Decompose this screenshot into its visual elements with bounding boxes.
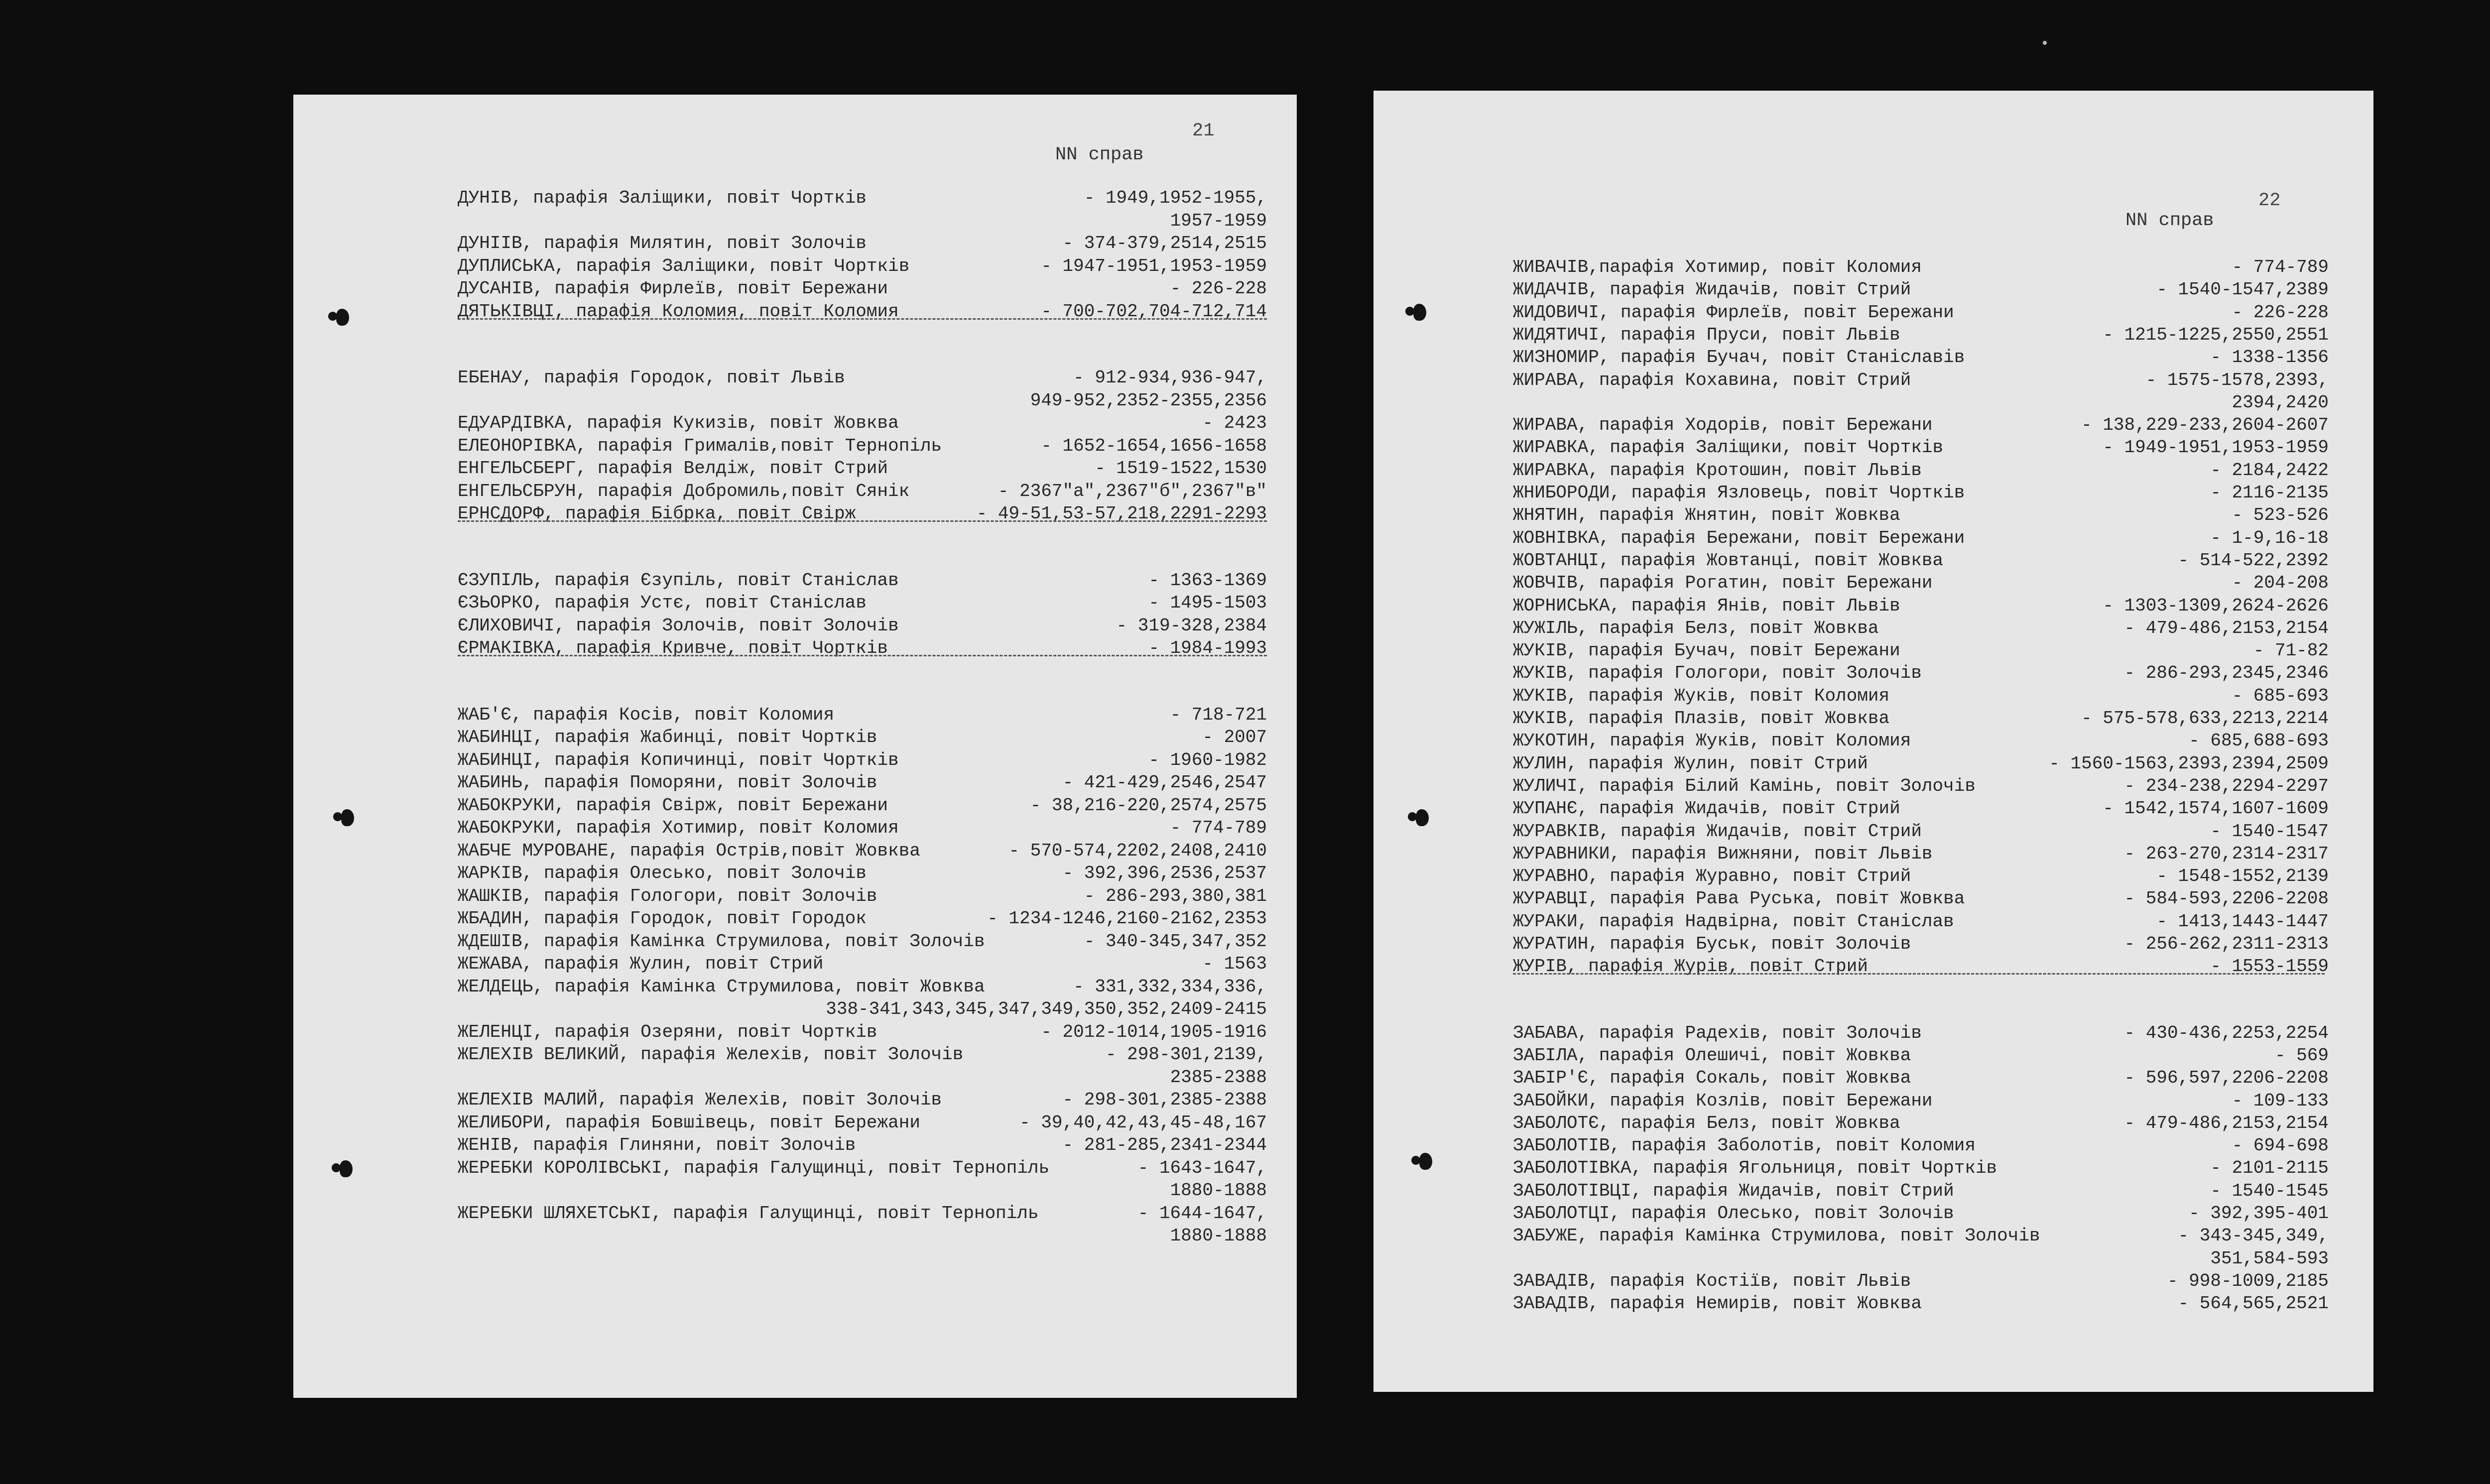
locality-name: ЖОВЧІВ, парафія Рогатин, повіт Бережани [1513,573,1933,594]
index-entry [1373,685,2373,708]
index-entry [1373,887,2373,910]
locality-name: ЗАВАДІВ, парафія Немирів, повіт Жовква [1513,1293,1922,1314]
locality-name: ЕНГЕЛЬСБРУН, парафія Добромиль,повіт Сянік [458,481,910,501]
locality-name: ЗАБОЙКИ, парафія Козлів, повіт Бережани [1513,1090,1933,1111]
locality-name: ЖАБОКРУКИ, парафія Свірж, повіт Бережани [458,795,888,816]
index-entry [293,502,1297,525]
index-entry [293,300,1297,323]
index-entry [293,726,1297,749]
file-numbers: - 774-789 [1170,818,1267,838]
index-entry [1373,549,2373,572]
locality-name: ЖУЛИН, парафія Жулин, повіт Стрий [1513,753,1868,774]
locality-name: ЖИДОВИЧІ, парафія Фирлеїв, повіт Бережани [1513,302,1954,323]
index-entry [1373,256,2373,279]
index-entry [1373,775,2373,798]
index-entry [1373,707,2373,730]
punch-hole [1416,809,1429,826]
index-entry [293,953,1297,976]
file-numbers: - 584-593,2206-2208 [2124,888,2329,909]
file-numbers-continued: 949-952,2352-2355,2356 [1030,390,1267,411]
file-numbers: - 1644-1647, [1137,1203,1267,1224]
locality-name: ЕНГЕЛЬСБЕРГ, парафія Велдіж, повіт Стрий [458,458,888,479]
index-entry [293,367,1297,389]
index-entry [1373,662,2373,685]
file-numbers: - 2007 [1202,727,1267,747]
file-numbers: - 1413,1443-1447 [2156,911,2329,932]
file-numbers: - 570-574,2202,2408,2410 [1008,840,1267,861]
locality-name: ЖАРКІВ, парафія Олесько, повіт Золочів [458,863,867,883]
file-numbers: - 694-698 [2232,1135,2329,1156]
file-numbers: - 1540-1547 [2210,821,2329,842]
index-entry [1373,617,2373,640]
locality-name: ЖНЯТИН, парафія Жнятин, повіт Жовква [1513,505,1900,526]
file-numbers: - 1542,1574,1607-1609 [2103,798,2329,819]
file-numbers: - 685,688-693 [2189,731,2329,751]
index-entry [1373,1225,2373,1247]
locality-name: ЗАБУЖЕ, парафія Камінка Струмилова, повіт Золочів [1513,1226,2040,1246]
locality-name: ЖИРАВА, парафія Кохавина, повіт Стрий [1513,370,1911,390]
locality-name: ЖЕЖАВА, парафія Жулин, повіт Стрий [458,954,824,974]
file-numbers: - 1949,1952-1955, [1084,188,1267,208]
index-entry [1373,1202,2373,1225]
file-numbers: - 1234-1246,2160-2162,2353 [987,908,1267,929]
file-numbers: - 1540-1547,2389 [2156,279,2329,300]
section-separator [1513,973,2325,975]
locality-name: ЖОВТАНЦІ, парафія Жовтанці, повіт Жовква [1513,550,1944,571]
locality-name: ЖЕЛДЕЦЬ, парафія Камінка Струмилова, повіт Жовква [458,976,985,997]
file-numbers: - 256-262,2311-2313 [2124,934,2329,954]
file-numbers: - 1548-1552,2139 [2156,866,2329,887]
file-numbers: - 2184,2422 [2210,460,2329,481]
file-numbers: - 1947-1951,1953-1959 [1041,255,1267,276]
locality-name: ДУСАНІВ, парафія Фирлеїв, повіт Бережани [458,278,888,299]
locality-name: ЄЛИХОВИЧІ, парафія Золочів, повіт Золочів [458,615,899,636]
file-numbers: - 138,229-233,2604-2607 [2081,415,2329,436]
locality-name: ЖАБИНЦІ, парафія Копичинці, повіт Чортків [458,749,899,770]
file-numbers: - 38,216-220,2574,2575 [1030,795,1267,816]
locality-name: ЖУРАТИН, парафія Буськ, повіт Золочів [1513,934,1911,954]
locality-name: ЖУКІВ, парафія Плазів, повіт Жовква [1513,708,1890,729]
locality-name: ЖУЖІЛЬ, парафія Белз, повіт Жовква [1513,618,1879,638]
file-numbers: - 514-522,2392 [2178,550,2329,571]
locality-name: ЖЕЛЕХІВ ВЕЛИКИЙ, парафія Желехів, повіт Золочів [458,1044,964,1065]
file-numbers-continued: 351,584-593 [2210,1248,2329,1269]
file-numbers-continued: 338-341,343,345,347,349,350,352,2409-2415 [826,999,1267,1019]
locality-name: ЖИРАВКА, парафія Кротошин, повіт Львів [1513,460,1922,481]
index-entry [293,794,1297,817]
file-numbers: - 421-429,2546,2547 [1062,772,1267,793]
index-entry [1373,843,2373,866]
file-numbers: - 912-934,936-947, [1073,368,1267,388]
locality-name: ЖИВАЧІВ,парафія Хотимир, повіт Коломия [1513,257,1922,277]
file-numbers: - 998-1009,2185 [2167,1270,2329,1291]
locality-name: ЖАБОКРУКИ, парафія Хотимир, повіт Коломия [458,818,899,838]
index-entry [1373,324,2373,347]
index-entry [293,1202,1297,1225]
index-entry [1373,1044,2373,1067]
index-entry [1373,1090,2373,1113]
index-entry [1373,1157,2373,1180]
left-page [293,95,1297,1398]
index-entry [293,480,1297,503]
dust-speck [2043,41,2047,45]
index-entry [293,457,1297,480]
file-numbers: - 374-379,2514,2515 [1062,233,1267,253]
index-entry [293,615,1297,637]
file-numbers: - 564,565,2521 [2178,1293,2329,1314]
file-numbers: - 1560-1563,2393,2394,2509 [2049,753,2329,774]
file-numbers: - 2423 [1202,413,1267,433]
file-numbers: - 234-238,2294-2297 [2124,775,2329,796]
file-numbers: - 479-486,2153,2154 [2124,618,2329,638]
locality-name: ЗАБОЛОТІВЦІ, парафія Жидачів, повіт Стрий [1513,1180,1954,1201]
file-numbers-continued: 1957-1959 [1170,210,1267,231]
index-entry [293,637,1297,660]
file-numbers: - 204-208 [2232,573,2329,594]
locality-name: ДУПЛИСЬКА, парафія Заліщики, повіт Чортків [458,255,910,276]
file-numbers: - 319-328,2384 [1116,615,1267,636]
file-numbers: - 774-789 [2232,257,2329,277]
file-numbers: - 340-345,347,352 [1084,931,1267,952]
index-entry [1373,1292,2373,1315]
file-numbers: - 1215-1225,2550,2551 [2103,324,2329,345]
locality-name: ЗАБІЛА, парафія Олешичі, повіт Жовква [1513,1045,1911,1066]
page-number: 22 [2258,190,2281,211]
locality-name: ЖУКІВ, парафія Жуків, повіт Коломия [1513,685,1890,706]
locality-name: ЕРНСДОРФ, парафія Бібрка, повіт Свірж [458,503,856,524]
locality-name: ЖЕЛЕНЦІ, парафія Озеряни, повіт Чортків [458,1021,877,1042]
file-numbers: - 596,597,2206-2208 [2124,1068,2329,1089]
file-numbers: - 392,395-401 [2189,1203,2329,1224]
locality-name: ЗАВАДІВ, парафія Костіїв, повіт Львів [1513,1270,1911,1291]
punch-hole [1413,304,1426,321]
index-entry [293,232,1297,255]
index-entry [293,1134,1297,1157]
index-entry [293,885,1297,908]
index-entry [293,976,1297,998]
file-numbers: - 1338-1356 [2210,347,2329,368]
index-entry [1373,595,2373,618]
index-entry [1373,1067,2373,1090]
locality-name: ЖИДЯТИЧІ, парафія Пруси, повіт Львів [1513,324,1900,345]
locality-name: ЖУКІВ, парафія Гологори, повіт Золочів [1513,663,1922,684]
locality-name: ЖЕРЕБКИ КОРОЛІВСЬКІ, парафія Галущинці, повіт Тернопіль [458,1157,1050,1178]
file-numbers: - 1519-1522,1530 [1095,458,1267,479]
locality-name: ЖУРАКИ, парафія Надвірна, повіт Станіслав [1513,911,1954,932]
punch-hole [1419,1153,1432,1170]
index-entry [1373,1180,2373,1203]
index-entry [1373,436,2373,459]
file-numbers: - 226-228 [2232,302,2329,323]
file-numbers: - 109-133 [2232,1090,2329,1111]
right-page [1373,91,2373,1392]
index-entry [1373,1022,2373,1045]
file-numbers: - 1643-1647, [1137,1157,1267,1178]
index-entry [1373,278,2373,301]
file-numbers: - 1575-1578,2393, [2145,370,2329,390]
index-entry [293,1112,1297,1134]
index-entry [293,930,1297,953]
index-entry [1373,752,2373,775]
locality-name: ЖУРІВ, парафія Журів, повіт Стрий [1513,956,1868,977]
index-entry [1373,1134,2373,1157]
file-numbers: - 39,40,42,43,45-48,167 [1019,1112,1267,1133]
locality-name: ЄЗУПІЛЬ, парафія Єзупіль, повіт Станіслав [458,570,899,591]
locality-name: ЖУПАНЄ, парафія Жидачів, повіт Стрий [1513,798,1900,819]
locality-name: ЖУРАВНИКИ, парафія Вижняни, повіт Львів [1513,843,1933,864]
index-entry [293,840,1297,863]
file-numbers: - 298-301,2385-2388 [1062,1090,1267,1110]
file-numbers-continued: 2385-2388 [1170,1067,1267,1088]
locality-name: ЖУКІВ, парафія Бучач, повіт Бережани [1513,640,1900,661]
locality-name: ЖБАДИН, парафія Городок, повіт Городок [458,908,867,929]
locality-name: ЗАБОЛОТІВ, парафія Заболотів, повіт Коломия [1513,1135,1976,1156]
locality-name: ЖАБИНЦІ, парафія Жабинці, повіт Чортків [458,727,877,747]
index-entry [293,255,1297,278]
locality-name: ЖЕНІВ, парафія Глиняни, повіт Золочів [458,1135,856,1155]
file-numbers: - 1540-1545 [2210,1180,2329,1201]
locality-name: ЗАБОЛОТЦІ, парафія Олесько, повіт Золочів [1513,1203,1954,1224]
file-numbers: - 1563 [1202,954,1267,974]
file-numbers: - 343-345,349, [2178,1226,2329,1246]
index-entry [1373,346,2373,369]
file-numbers: - 1960-1982 [1148,749,1267,770]
file-numbers: - 263-270,2314-2317 [2124,843,2329,864]
index-entry [1373,639,2373,662]
index-entry [293,277,1297,300]
index-entry [293,187,1297,210]
index-entry [293,1021,1297,1044]
index-entry [1373,414,2373,437]
file-numbers: - 226-228 [1170,278,1267,299]
file-numbers: - 286-293,2345,2346 [2124,663,2329,684]
file-numbers: - 685-693 [2232,685,2329,706]
index-entry [1373,865,2373,888]
index-entry [293,592,1297,615]
file-numbers: - 1949-1951,1953-1959 [2103,437,2329,458]
file-numbers: - 1303-1309,2624-2626 [2103,595,2329,616]
index-entry [293,704,1297,727]
file-numbers: - 700-702,704-712,714 [1041,301,1267,322]
index-entry [1373,527,2373,550]
punch-hole [336,309,349,326]
locality-name: ЖЕЛЕХІВ МАЛИЙ, парафія Желехів, повіт Золочів [458,1090,942,1110]
index-entry [293,412,1297,435]
locality-name: ЖАБИНЬ, парафія Поморяни, повіт Золочів [458,772,877,793]
index-entry [1373,1270,2373,1293]
index-entry [293,1089,1297,1112]
file-numbers: - 1553-1559 [2210,956,2329,977]
locality-name: ЕДУАРДІВКА, парафія Кукизів, повіт Жовква [458,413,899,433]
file-numbers: - 281-285,2341-2344 [1062,1135,1267,1155]
locality-name: ЖУЛИЧІ, парафія Білий Камінь, повіт Золочів [1513,775,1976,796]
file-numbers: - 479-486,2153,2154 [2124,1113,2329,1133]
locality-name: ЕБЕНАУ, парафія Городок, повіт Львів [458,368,845,388]
file-numbers: - 1495-1503 [1148,593,1267,613]
file-numbers: - 71-82 [2253,640,2329,661]
index-entry [293,771,1297,794]
locality-name: ЖЕРЕБКИ ШЛЯХЕТСЬКІ, парафія Галущинці, повіт Тернопіль [458,1203,1039,1224]
file-numbers: - 2116-2135 [2210,483,2329,503]
file-numbers: - 1984-1993 [1148,638,1267,658]
locality-name: ЖУРАВНО, парафія Журавно, повіт Стрий [1513,866,1911,887]
section-separator [458,318,1267,320]
locality-name: ЗАБОЛОТЄ, парафія Белз, повіт Жовква [1513,1113,1900,1133]
file-numbers: - 430-436,2253,2254 [2124,1022,2329,1043]
locality-name: ЖНИБОРОДИ, парафія Язловець, повіт Чортків [1513,483,1965,503]
locality-name: ЕЛЕОНОРІВКА, парафія Грималів,повіт Тернопіль [458,435,942,456]
index-entry [1373,504,2373,527]
punch-hole [340,1160,353,1177]
file-numbers: - 718-721 [1170,704,1267,725]
section-separator [458,520,1267,522]
index-entry [1373,572,2373,595]
file-numbers: - 2101-2115 [2210,1158,2329,1179]
locality-name: ЖАБЧЕ МУРОВАНЕ, парафія Острів,повіт Жовква [458,840,920,861]
locality-name: ЗАБІР'Є, парафія Сокаль, повіт Жовква [1513,1068,1911,1089]
file-numbers: - 523-526 [2232,505,2329,526]
index-entry [1373,459,2373,482]
file-numbers-continued: 2394,2420 [2232,392,2329,413]
locality-name: ЖИЗНОМИР, парафія Бучач, повіт Станіславів [1513,347,1965,368]
index-entry [293,907,1297,930]
section-separator [458,655,1267,656]
column-header: NN справ [2125,210,2214,231]
index-entry [1373,933,2373,956]
index-entry [293,817,1297,840]
locality-name: ЖЕЛИБОРИ, парафія Бовшівець, повіт Бережани [458,1112,920,1133]
locality-name: ДУНІВ, парафія Заліщики, повіт Чортків [458,188,867,208]
locality-name: ЄРМАКІВКА, парафія Кривче, повіт Чортків [458,638,888,658]
index-entry [293,749,1297,772]
locality-name: ЖУРАВЦІ, парафія Рава Руська, повіт Жовква [1513,888,1965,909]
locality-name: ЖОРНИСЬКА, парафія Янів, повіт Львів [1513,595,1900,616]
locality-name: ЖИРАВА, парафія Ходорів, повіт Бережани [1513,415,1933,436]
page-number: 21 [1192,121,1215,141]
file-numbers: - 1-9,16-18 [2210,527,2329,548]
index-entry [1373,955,2373,978]
index-entry [1373,482,2373,504]
index-entry [293,1157,1297,1180]
file-numbers: - 298-301,2139, [1105,1044,1267,1065]
locality-name: ЖАШКІВ, парафія Гологори, повіт Золочів [458,885,877,906]
file-numbers: - 569 [2274,1045,2329,1066]
index-entry [293,862,1297,885]
file-numbers: - 286-293,380,381 [1084,885,1267,906]
file-numbers: - 392,396,2536,2537 [1062,863,1267,883]
index-entry [1373,369,2373,392]
column-header: NN справ [1055,144,1144,165]
index-entry [293,1043,1297,1066]
file-numbers: - 1652-1654,1656-1658 [1041,435,1267,456]
file-numbers-continued: 1880-1888 [1170,1226,1267,1246]
index-entry [1373,730,2373,752]
index-entry [1373,797,2373,820]
index-entry [293,569,1297,592]
locality-name: ЖИДАЧІВ, парафія Жидачів, повіт Стрий [1513,279,1911,300]
locality-name: ЖДЕШІВ, парафія Камінка Струмилова, повіт Золочів [458,931,985,952]
locality-name: ЖУРАВКІВ, парафія Жидачів, повіт Стрий [1513,821,1922,842]
index-entry [1373,910,2373,933]
locality-name: ЖИРАВКА, парафія Заліщики, повіт Чортків [1513,437,1944,458]
index-entry [293,435,1297,458]
locality-name: ЖУКОТИН, парафія Жуків, повіт Коломия [1513,731,1911,751]
file-numbers: - 49-51,53-57,218,2291-2293 [976,503,1267,524]
file-numbers: - 575-578,633,2213,2214 [2081,708,2329,729]
locality-name: ЗАБАВА, парафія Радехів, повіт Золочів [1513,1022,1922,1043]
locality-name: ДУНІІВ, парафія Милятин, повіт Золочів [458,233,867,253]
index-entry [1373,1112,2373,1135]
locality-name: ДЯТЬКІВЦІ, парафія Коломия, повіт Коломия [458,301,899,322]
file-numbers: - 331,332,334,336, [1073,976,1267,997]
locality-name: ЖОВНІВКА, парафія Бережани, повіт Бережани [1513,527,1965,548]
index-entry [1373,301,2373,324]
file-numbers: - 1363-1369 [1148,570,1267,591]
punch-hole [341,809,354,826]
index-entry [1373,820,2373,843]
file-numbers-continued: 1880-1888 [1170,1180,1267,1201]
locality-name: ЖАБ'Є, парафія Косів, повіт Коломия [458,704,835,725]
locality-name: ЗАБОЛОТІВКА, парафія Ягольниця, повіт Чортків [1513,1158,1997,1179]
locality-name: ЄЗЬОРКО, парафія Устє, повіт Станіслав [458,593,867,613]
file-numbers: - 2367"а",2367"б",2367"в" [997,481,1267,501]
file-numbers: - 2012-1014,1905-1916 [1041,1021,1267,1042]
